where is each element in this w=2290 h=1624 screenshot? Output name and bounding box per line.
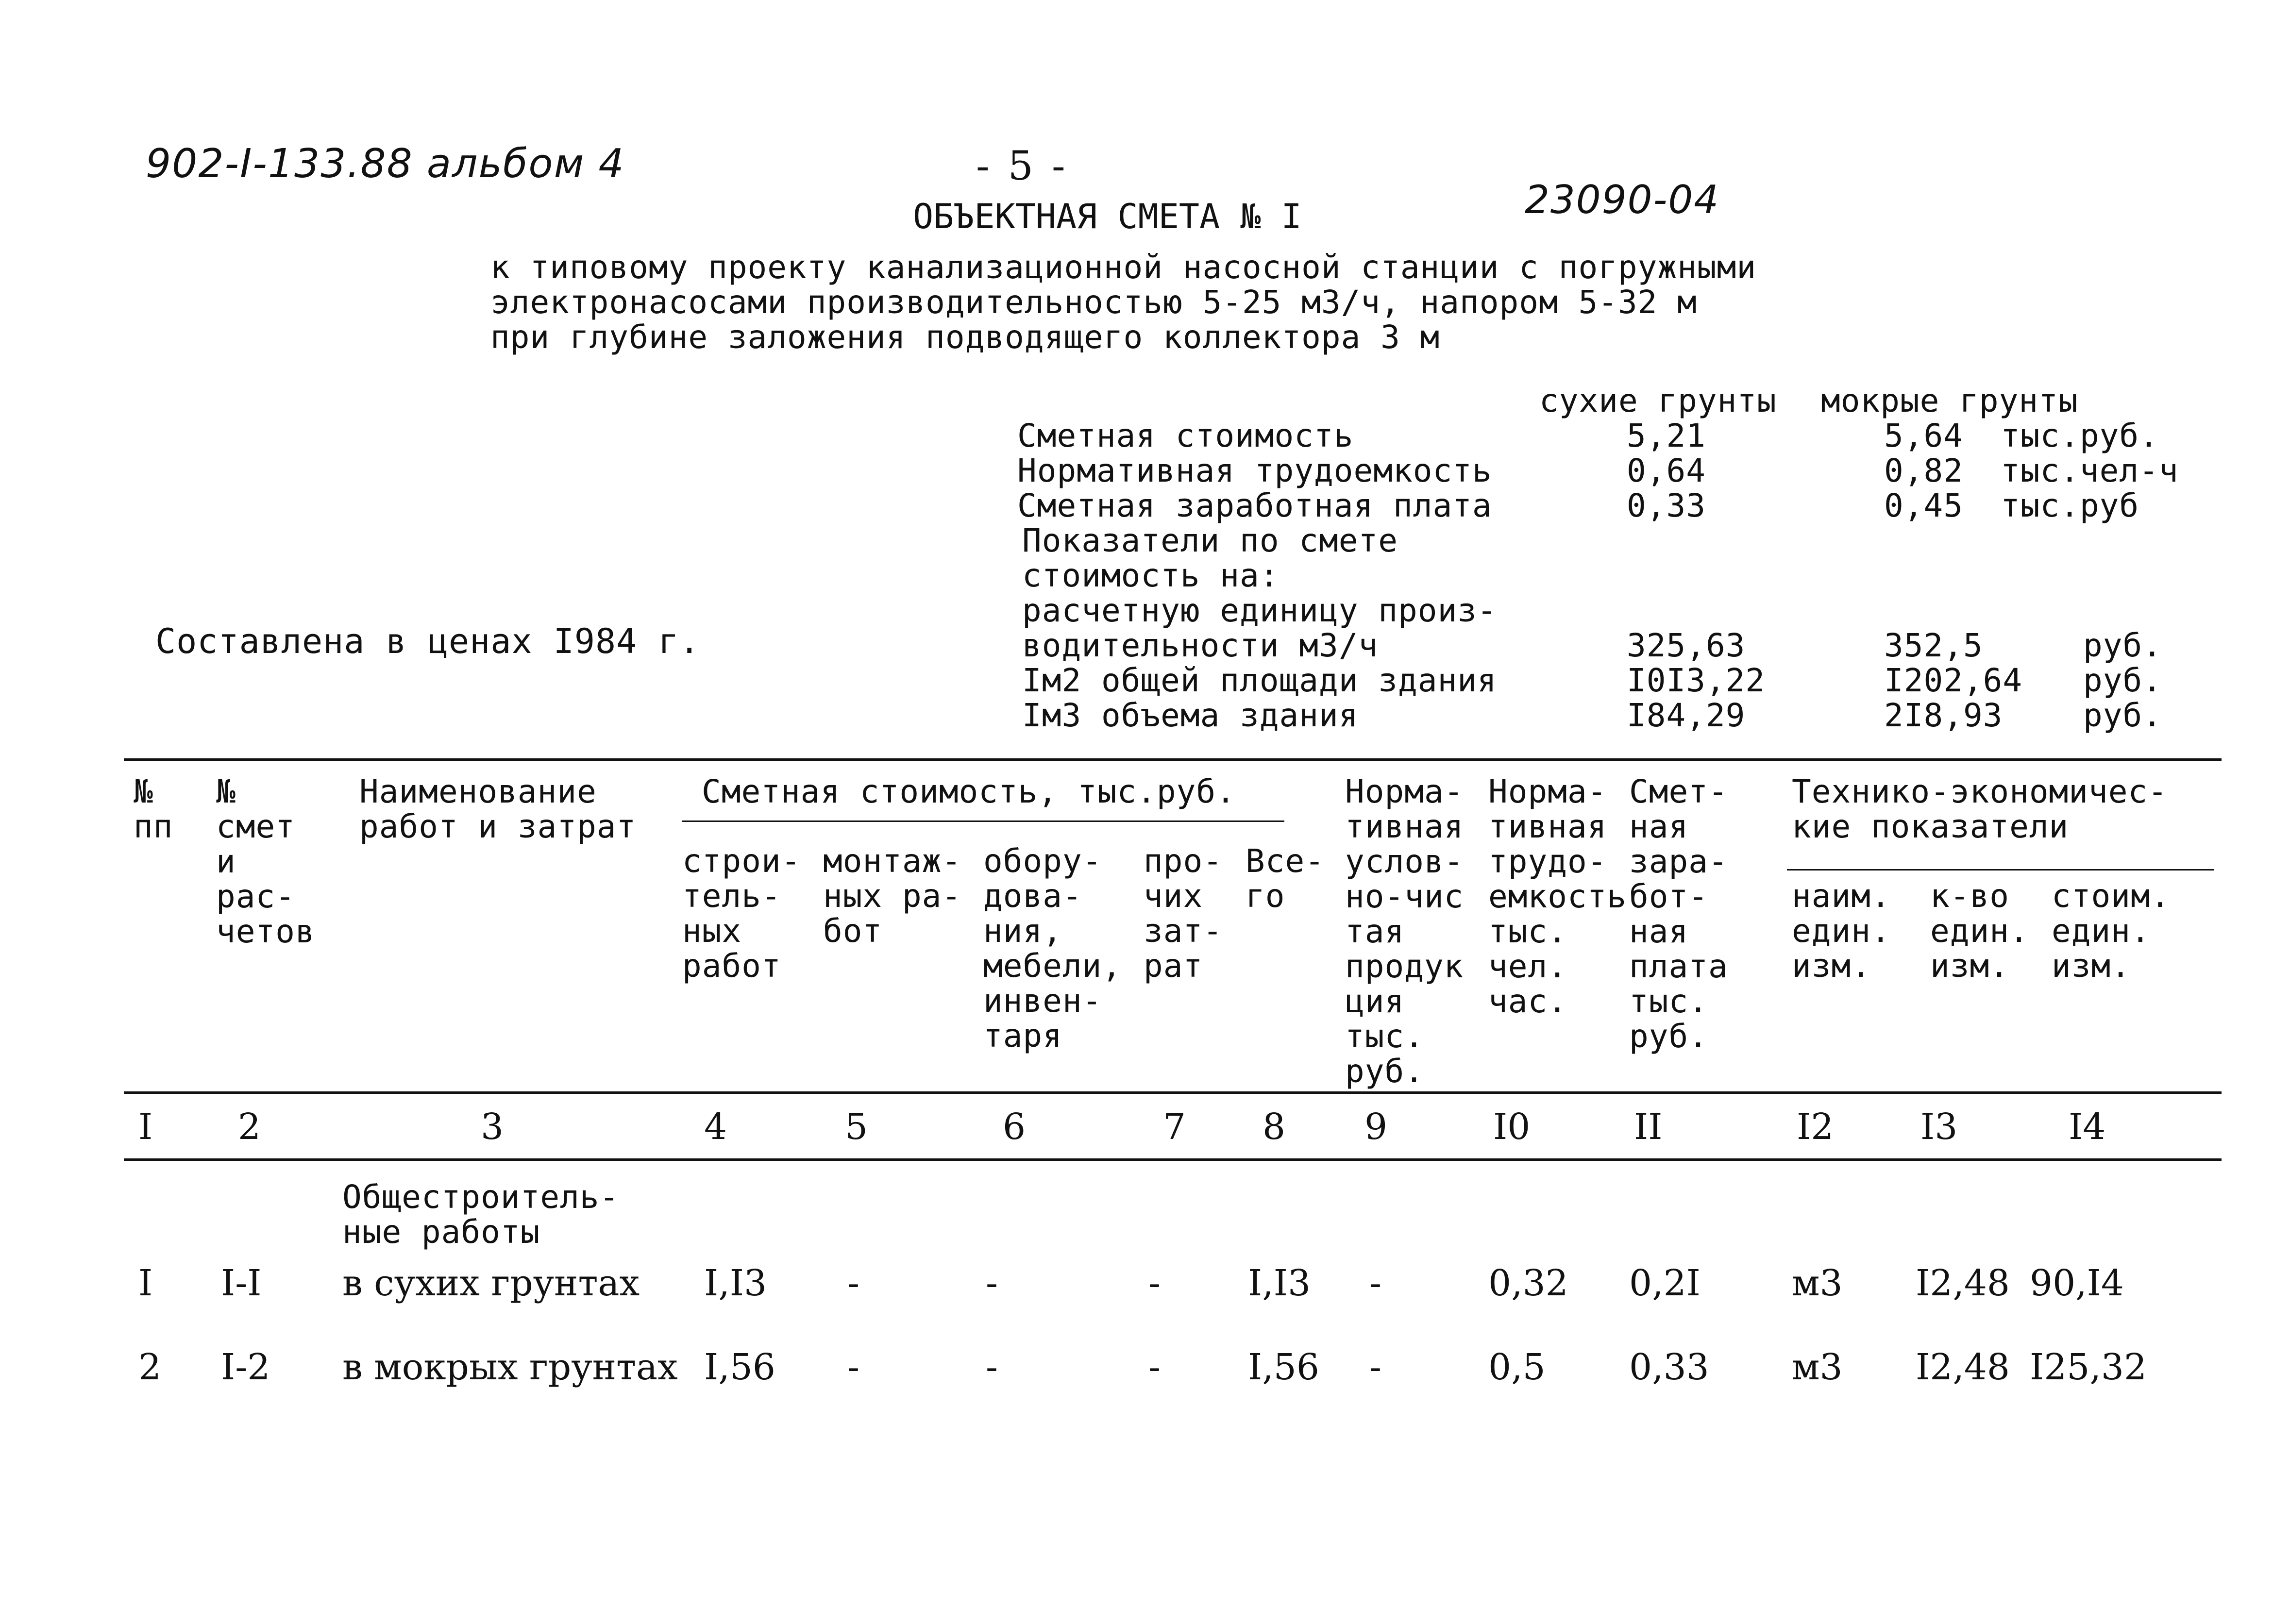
header-col-2: № смет и рас- четов [216, 773, 315, 950]
indicator-row-wet: I202,64 [1884, 662, 2023, 699]
summary-col-wet: мокрые грунты [1821, 382, 2078, 419]
table-row-cell: I2,48 [1916, 1346, 2010, 1388]
column-number: I3 [1920, 1106, 1958, 1148]
subject-line-2: электронасосами производительностью 5-25 м3/ч, напором 5-32 м [490, 284, 1697, 321]
table-row-cell: I2,48 [1916, 1262, 2010, 1304]
table-row-cell: I25,32 [2030, 1346, 2147, 1388]
indicator-row-unit: руб. [2083, 697, 2162, 734]
table-row-cell: I [138, 1262, 153, 1304]
header-col-5: монтаж- ных ра- бот [823, 842, 962, 950]
header-col-10: Норма- тивная трудо- емкость тыс. чел. час. [1488, 773, 1627, 1020]
table-row-cell: м3 [1792, 1346, 1843, 1388]
indicator-row-unit: руб. [2083, 627, 2162, 664]
indicator-row-wet: 2I8,93 [1884, 697, 2003, 734]
header-col-6: обору- дова- ния, мебели, инвен- таря [983, 842, 1122, 1055]
table-top-rule [124, 758, 2222, 761]
indicator-row-label: Iм3 объема здания [1022, 697, 1359, 734]
column-number: I0 [1493, 1106, 1531, 1148]
column-number: 3 [481, 1106, 504, 1148]
header-col-8: Все- го [1246, 842, 1325, 915]
subject-line-3: при глубине заложения подводящего коллектора 3 м [490, 318, 1440, 356]
table-row-cell: - [1369, 1262, 1382, 1304]
table-row-cell: 90,I4 [2030, 1262, 2124, 1304]
indicator-row-wet: 352,5 [1884, 627, 1983, 664]
table-row-cell: 2 [138, 1346, 162, 1388]
table-row-cell: - [847, 1346, 860, 1388]
indicator-row-dry: I0I3,22 [1627, 662, 1766, 699]
header-col-12: наим. един. изм. [1792, 877, 1891, 985]
summary-row-dry: 5,21 [1627, 417, 1706, 454]
table-row-cell: 0,5 [1488, 1346, 1546, 1388]
column-number: 4 [704, 1106, 727, 1148]
header-col-13: к-во един. изм. [1930, 877, 2029, 985]
table-row-cell: - [1148, 1346, 1161, 1388]
header-bottom-rule [124, 1091, 2222, 1094]
summary-row-wet: 0,45 [1884, 487, 1963, 524]
page-number: - 5 - [976, 143, 1068, 189]
table-row-cell: - [986, 1262, 998, 1304]
subject-line-1: к типовому проекту канализационной насосной станции с погружными [490, 249, 1757, 286]
column-number: I4 [2069, 1106, 2106, 1148]
summary-row-unit: тыс.чел-ч [2001, 452, 2179, 489]
table-row-cell: м3 [1792, 1262, 1843, 1304]
table-row-cell: I-2 [221, 1346, 270, 1388]
column-number: 5 [845, 1106, 868, 1148]
column-number: 2 [238, 1106, 261, 1148]
header-col-11: Смет- ная зара- бот- ная плата тыс. руб. [1629, 773, 1728, 1055]
table-row-cell: - [1148, 1262, 1161, 1304]
compiled-prices-note: Составлена в ценах I984 г. [155, 621, 700, 661]
summary-col-dry: сухие грунты [1539, 382, 1777, 419]
table-row-cell: в сухих грунтах [342, 1262, 640, 1304]
table-row-cell: 0,2I [1629, 1262, 1701, 1304]
header-cost-group: Сметная стоимость, тыс.руб. [702, 773, 1236, 810]
column-number: II [1634, 1106, 1663, 1148]
table-row-cell: I,I3 [1248, 1262, 1311, 1304]
table-row-cell: - [1369, 1346, 1382, 1388]
column-number: 8 [1263, 1106, 1286, 1148]
header-col-7: про- чих зат- рат [1144, 842, 1223, 985]
indicator-row-label: Iм2 общей площади здания [1022, 662, 1497, 699]
table-row-cell: 0,32 [1488, 1262, 1568, 1304]
column-number: 7 [1163, 1106, 1186, 1148]
column-number: 6 [1003, 1106, 1026, 1148]
document-code: 902-I-133.88 альбом 4 [146, 141, 625, 187]
table-row-cell: 0,33 [1629, 1346, 1709, 1388]
numbers-bottom-rule [124, 1158, 2222, 1161]
indicators-label: Показатели по смете стоимость на: расчетную единицу произ- водительности м3/ч [1022, 522, 1497, 664]
header-col-1: № пп [134, 773, 173, 845]
document-title: ОБЪЕКТНАЯ СМЕТА № I [913, 197, 1302, 236]
header-col-9: Норма- тивная услов- но-чис тая продук ция тыс. руб. [1345, 773, 1464, 1090]
summary-row-wet: 0,82 [1884, 452, 1963, 489]
tech-group-rule [1787, 869, 2214, 871]
summary-row-label: Сметная стоимость [1017, 417, 1354, 454]
header-col-3: Наименование работ и затрат [359, 773, 637, 845]
summary-row-wet: 5,64 [1884, 417, 1963, 454]
column-number: I [138, 1106, 153, 1148]
summary-row-unit: тыс.руб. [2001, 417, 2159, 454]
header-col-4: строи- тель- ных работ [682, 842, 801, 985]
table-row-cell: - [986, 1346, 998, 1388]
indicator-row-unit: руб. [2083, 662, 2162, 699]
table-row-cell: I,56 [1248, 1346, 1319, 1388]
table-row-cell: I-I [221, 1262, 262, 1304]
header-tech-group: Технико-экономичес- кие показатели [1792, 773, 2168, 845]
cost-group-rule [682, 820, 1284, 822]
summary-row-dry: 0,64 [1627, 452, 1706, 489]
handwritten-number: 23090-04 [1525, 177, 1720, 222]
indicator-row-dry: I84,29 [1627, 697, 1746, 734]
table-row-cell: - [847, 1262, 860, 1304]
section-title: Общестроитель- ные работы [342, 1178, 620, 1251]
column-number: 9 [1364, 1106, 1388, 1148]
table-row-cell: в мокрых грунтах [342, 1346, 678, 1388]
table-row-cell: I,I3 [704, 1262, 767, 1304]
summary-row-label: Сметная заработная плата [1017, 487, 1492, 524]
indicator-row-dry: 325,63 [1627, 627, 1746, 664]
summary-row-dry: 0,33 [1627, 487, 1706, 524]
summary-row-unit: тыс.руб [2001, 487, 2139, 524]
summary-row-label: Нормативная трудоемкость [1017, 452, 1492, 489]
column-number: I2 [1797, 1106, 1834, 1148]
header-col-14: стоим. един. изм. [2052, 877, 2171, 985]
table-row-cell: I,56 [704, 1346, 775, 1388]
